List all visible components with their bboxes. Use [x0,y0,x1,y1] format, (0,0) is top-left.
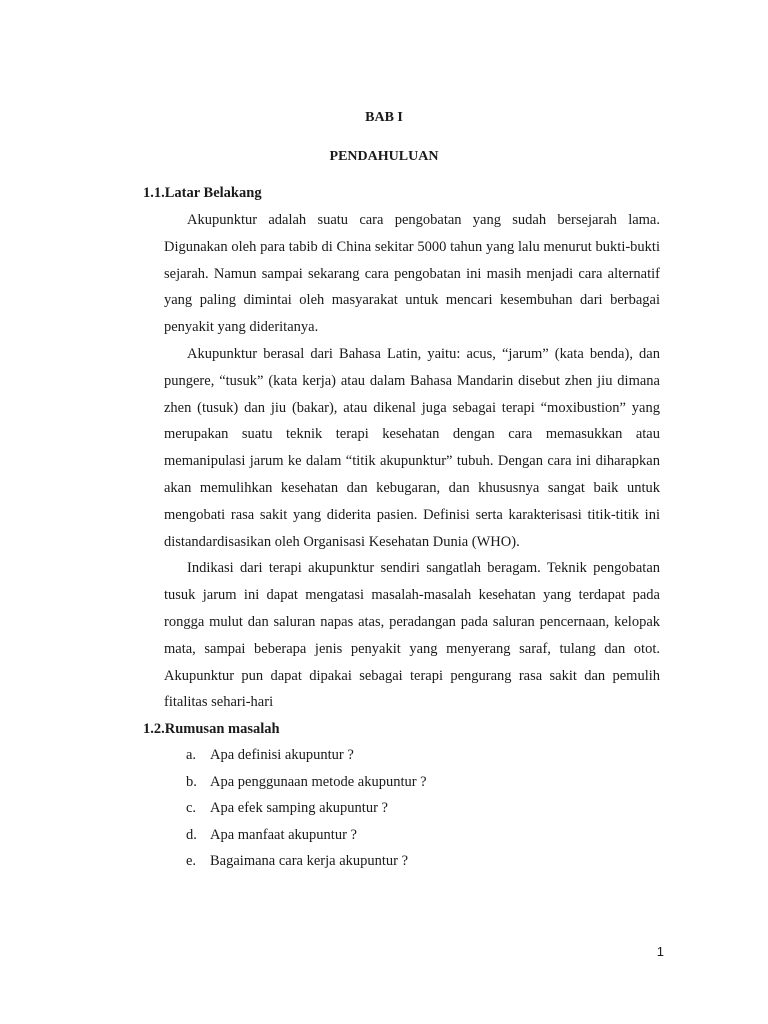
paragraph: Indikasi dari terapi akupunktur sendiri sangatlah beragam. Teknik pengobatan tusuk jarum ini dapat mengatasi masalah-masalah kesehatan yang terdapat pada rongga mulut dan saluran napas atas, peradangan pada saluran pencernaan, kelopak mata, sampai beberapa jenis penyakit yang menyerang saraf, tulang dan otot. Akupunktur pun dapat dipakai sebagai terapi pengurang rasa sakit dan pemulih fitalitas sehari-hari [164,560,660,711]
page-number: 1 [656,944,664,959]
list-item [186,795,427,822]
list-item-text: Apa penggunaan metode akupuntur ? [210,773,427,790]
list-item-text: Apa efek samping akupuntur ? [210,800,388,816]
chapter-title: PENDAHULUAN [329,149,439,164]
paragraph: Akupunktur berasal dari Bahasa Latin, yaitu: acus, “jarum” (kata benda), dan pungere, “tusuk” (kata kerja) atau dalam Bahasa Mandarin disebut zhen jiu dimana zhen (tusuk) dan jiu (bakar), atau dikenal juga sebagai terapi “moxibustion” yang merupakan suatu teknik terapi kesehatan dengan cara memasukkan atau memanipulasi jarum ke dalam “titik akupunktur” tubuh. Dengan cara ini diharapkan akan memulihkan kesehatan dan kebugaran, dan khususnya sangat baik untuk mengobati rasa sakit yang diderita pasien. Definisi serta karakterisasi titik-titik ini distandardisasikan oleh Organisasi Kesehatan Dunia (WHO). [164,345,660,550]
list-marker: b. [186,773,197,790]
list-marker: a. [186,747,197,763]
list-marker: e. [186,853,197,869]
paragraph: Akupunktur adalah suatu cara pengobatan yang sudah bersejarah lama. Digunakan oleh para tabib di China sekitar 5000 tahun yang lalu menurut bukti-bukti sejarah. Namun sampai sekarang cara pengobatan ini masih menjadi cara alternatif yang paling dimintai oleh masyarakat untuk mencari kesembuhan dari berbagai penyakit yang dideritanya. [164,212,660,336]
list-item [186,742,427,769]
section-heading-latar-belakang: 1.1.Latar Belakang [143,185,262,201]
list-item [186,822,427,849]
list-item-text: Bagaimana cara kerja akupuntur ? [210,853,409,869]
rumusan-masalah-list [186,742,427,875]
list-item [186,848,427,875]
section-heading-rumusan-masalah: 1.2.Rumusan masalah [143,721,280,737]
list-marker: d. [186,826,197,843]
list-item [186,769,427,796]
latar-belakang-body [164,207,660,716]
list-marker: c. [186,800,197,816]
list-item-text: Apa manfaat akupuntur ? [210,826,357,843]
chapter-number: BAB I [365,110,403,125]
list-item-text: Apa definisi akupuntur ? [210,747,354,763]
